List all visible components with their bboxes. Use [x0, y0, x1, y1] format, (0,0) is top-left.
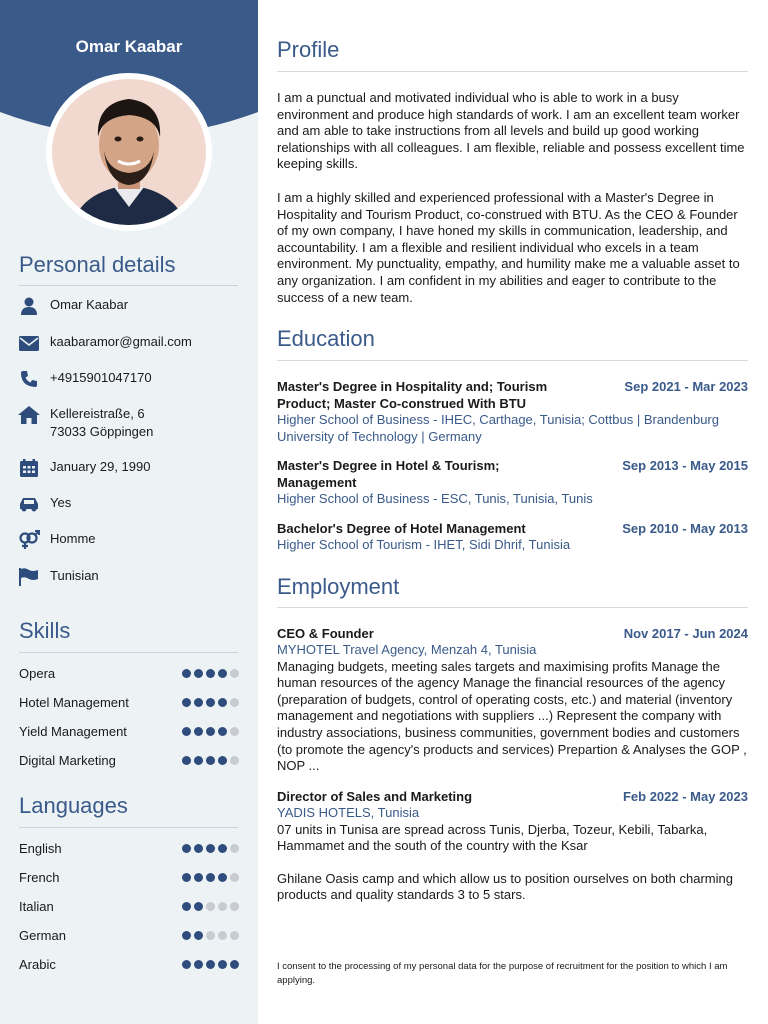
skill-rating — [182, 727, 239, 736]
date-range: Nov 2017 - Jun 2024 — [623, 626, 748, 641]
rating-dot — [194, 873, 203, 882]
rating-dot — [218, 669, 227, 678]
language-rating — [182, 960, 239, 969]
rating-dot — [194, 960, 203, 969]
rating-dot — [206, 727, 215, 736]
rating-dot — [206, 669, 215, 678]
language-row — [19, 926, 239, 944]
rating-dot — [230, 931, 239, 940]
rating-dot — [206, 698, 215, 707]
rating-dot — [194, 931, 203, 940]
rating-dot — [218, 844, 227, 853]
rating-dot — [194, 669, 203, 678]
profile-paragraph-2: I am a highly skilled and experienced professional with a Master's Degree in Hospitality and Tourism Product, co-construed with BTU. As the CEO & Founder of my own company, I have honed my skills in communication, leadership, and accountability. I am a flexible and resilient individual who excels in a team environment. My punctuality, empathy, and humility make me a valuable asset to any organization. I am confident in my abilities and eager to contribute to the success of a new team. — [277, 190, 740, 305]
company: MYHOTEL Travel Agency, Menzah 4, Tunisia — [277, 642, 537, 657]
skill-row — [19, 722, 239, 740]
envelope-icon — [18, 333, 40, 353]
employment-entry: CEO & Founder Nov 2017 - Jun 2024 MYHOTEL Travel Agency, Menzah 4, Tunisia Managing budgets, meeting sales targets and maximising profits Manage the human resources of the agency Manage the financial resources of the agency (preparation of budgets, control of operating costs, etc.) and material (inventory management and negotiations with suppliers ...) Represent the company with industry associations, business communities, government bodies and customers (to promote the agency's products and services) Prepartion & Analyses the GOP , NOP ... — [277, 626, 748, 774]
language-row — [19, 897, 239, 915]
language-rating — [182, 902, 239, 911]
phone-icon — [18, 369, 40, 389]
rating-dot — [218, 727, 227, 736]
skill-rating — [182, 756, 239, 765]
language-rating — [182, 873, 239, 882]
divider — [277, 360, 748, 361]
rating-dot — [218, 698, 227, 707]
rating-dot — [194, 698, 203, 707]
skill-row — [19, 664, 239, 682]
personal-details-title: Personal details — [19, 252, 176, 277]
gender-icon — [18, 530, 40, 550]
calendar-icon — [18, 458, 40, 478]
language-rating — [182, 844, 239, 853]
school: Higher School of Tourism - IHET, Sidi Dhrif, Tunisia — [277, 537, 571, 552]
company: YADIS HOTELS, Tunisia — [277, 805, 420, 820]
person-icon — [18, 296, 40, 316]
rating-dot — [206, 960, 215, 969]
rating-dot — [206, 873, 215, 882]
profile-title: Profile — [277, 37, 340, 62]
rating-dot — [182, 698, 191, 707]
date-range: Sep 2013 - May 2015 — [622, 458, 748, 473]
rating-dot — [194, 844, 203, 853]
divider — [19, 285, 238, 286]
language-label: French — [19, 869, 60, 885]
divider — [19, 652, 238, 653]
skill-rating — [182, 669, 239, 678]
rating-dot — [182, 902, 191, 911]
rating-dot — [194, 727, 203, 736]
rating-dot — [230, 844, 239, 853]
rating-dot — [218, 902, 227, 911]
rating-dot — [206, 902, 215, 911]
language-label: German — [19, 927, 66, 943]
rating-dot — [182, 960, 191, 969]
rating-dot — [194, 902, 203, 911]
detail-address: Kellereistraße, 6 73033 Göppingen — [18, 405, 248, 441]
rating-dot — [194, 756, 203, 765]
rating-dot — [230, 873, 239, 882]
language-row — [19, 955, 239, 973]
rating-dot — [230, 669, 239, 678]
divider — [277, 607, 748, 608]
rating-dot — [218, 873, 227, 882]
education-entry: Master's Degree in Hotel & Tourism; Management Sep 2013 - May 2015 Higher School of Business - ESC, Tunis, Tunisia, Tunis — [277, 458, 748, 506]
sidebar — [0, 0, 258, 1024]
rating-dot — [182, 844, 191, 853]
rating-dot — [230, 960, 239, 969]
rating-dot — [230, 756, 239, 765]
detail-name: Omar Kaabar — [18, 296, 248, 316]
date-range: Sep 2021 - Mar 2023 — [624, 379, 748, 394]
consent-note: I consent to the processing of my personal data for the purpose of recruitment for the position to which I am applying. — [277, 961, 728, 986]
language-label: Italian — [19, 898, 54, 914]
detail-driving-licence: Yes — [18, 494, 248, 514]
job-description-continued: Ghilane Oasis camp and which allow us to position ourselves on both charming products and quality standards 3 to 5 stars. — [277, 870, 733, 903]
divider — [19, 827, 238, 828]
detail-email: kaabaramor@gmail.com — [18, 333, 248, 353]
rating-dot — [206, 844, 215, 853]
rating-dot — [230, 727, 239, 736]
flag-icon — [18, 567, 40, 587]
school: Higher School of Business - ESC, Tunis, Tunisia, Tunis — [277, 491, 593, 506]
employment-entry: Director of Sales and Marketing Feb 2022 - May 2023 YADIS HOTELS, Tunisia 07 units in Tunisa are spread across Tunis, Djerba, Tozeur, Kebili, Tabarka, Hammamet and the south of the country with the Ksar Ghilane Oasis camp and which allow us to position ourselves on both charming products and quality standards 3 to 5 stars. — [277, 789, 748, 903]
school: Higher School of Business - IHEC, Carthage, Tunisia; Cottbus | Brandenburg University of Technology | Germany — [277, 412, 719, 444]
skill-label: Digital Marketing — [19, 752, 116, 768]
skills-title: Skills — [19, 618, 71, 643]
rating-dot — [206, 756, 215, 765]
person-name: Omar Kaabar — [75, 37, 183, 56]
skill-label: Hotel Management — [19, 694, 129, 710]
detail-gender: Homme — [18, 530, 248, 550]
rating-dot — [218, 931, 227, 940]
education-entry: Master's Degree in Hospitality and; Tourism Product; Master Co-construed With BTU Sep 2021 - Mar 2023 Higher School of Business - IHEC, Carthage, Tunisia; Cottbus | Brandenburg University of Technology | Germany — [277, 379, 748, 444]
education-entry: Bachelor's Degree of Hotel Management Sep 2010 - May 2013 Higher School of Tourism - IHET, Sidi Dhrif, Tunisia — [277, 521, 748, 552]
rating-dot — [182, 873, 191, 882]
rating-dot — [230, 698, 239, 707]
rating-dot — [182, 669, 191, 678]
language-row — [19, 868, 239, 886]
rating-dot — [182, 727, 191, 736]
job-description: Managing budgets, meeting sales targets and maximising profits Manage the human resources of the agency Manage the financial resources of the agency (preparation of budgets, control of operating costs, etc.) and material (inventory management and negotiations with suppliers ...) Represent the company with industry associations, business communities, government bodies and customers (to promote the agency's products and services) Prepartion & Analyses the GOP , NOP ... — [277, 658, 747, 774]
date-range: Feb 2022 - May 2023 — [622, 789, 748, 804]
education-title: Education — [277, 326, 375, 351]
detail-nationality: Tunisian — [18, 567, 248, 587]
rating-dot — [230, 902, 239, 911]
language-label: Arabic — [19, 956, 56, 972]
language-rating — [182, 931, 239, 940]
skill-label: Opera — [19, 665, 56, 681]
detail-birthdate: January 29, 1990 — [18, 458, 248, 478]
skill-row — [19, 751, 239, 769]
language-label: English — [19, 840, 62, 856]
car-icon — [18, 494, 40, 514]
detail-phone: +4915901047170 — [18, 369, 248, 389]
rating-dot — [218, 756, 227, 765]
job-description: 07 units in Tunisa are spread across Tunis, Djerba, Tozeur, Kebili, Tabarka, Hammamet and the south of the country with the Ksar — [277, 821, 708, 854]
employment-title: Employment — [277, 574, 400, 599]
skill-rating — [182, 698, 239, 707]
date-range: Sep 2010 - May 2013 — [622, 521, 748, 536]
language-row — [19, 839, 239, 857]
rating-dot — [206, 931, 215, 940]
home-icon — [18, 405, 40, 425]
profile-photo — [46, 73, 212, 231]
languages-title: Languages — [19, 793, 128, 818]
profile-paragraph-1: I am a punctual and motivated individual who is able to work in a busy environment and produce high standards of work. I am an excellent team worker and am able to take instructions from all levels and build up good working relationships with all colleagues. I am flexible, reliable and possess excellent time keeping skills. — [277, 90, 745, 172]
skill-label: Yield Management — [19, 723, 127, 739]
rating-dot — [182, 756, 191, 765]
rating-dot — [218, 960, 227, 969]
rating-dot — [182, 931, 191, 940]
skill-row — [19, 693, 239, 711]
divider — [277, 71, 748, 72]
